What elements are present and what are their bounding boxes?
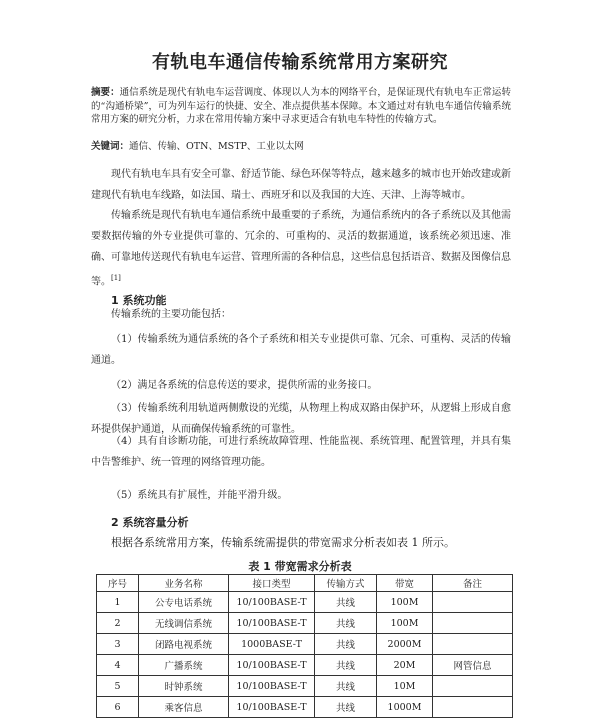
- table-row: [97, 613, 513, 634]
- table-cell: 时钟系统: [139, 676, 229, 697]
- keywords-text: 通信、传输、OTN、MSTP、工业以太网: [129, 141, 304, 152]
- table-header: 业务名称: [139, 575, 229, 592]
- table-cell: 5: [97, 676, 139, 697]
- table-row: [97, 592, 513, 613]
- table-cell: 闭路电视系统: [139, 634, 229, 655]
- table-cell: 网管信息: [433, 655, 513, 676]
- table-cell: 公专电话系统: [139, 592, 229, 613]
- function-item-3: （3）传输系统利用轨道两侧敷设的光缆，从物理上构成双路由保护环，从逻辑上形成自愈环提供保护通道，从而确保传输系统的可靠性。: [91, 403, 511, 435]
- table-cell: 10/100BASE-T: [229, 613, 315, 634]
- keywords: [91, 140, 511, 153]
- table-row: [97, 634, 513, 655]
- table-cell: 共线: [315, 676, 377, 697]
- table-cell: 100M: [377, 613, 433, 634]
- table-cell: 100M: [377, 592, 433, 613]
- table-cell: 2: [97, 613, 139, 634]
- function-item-2: （2）满足各系统的信息传送的要求，提供所需的业务接口。: [111, 380, 378, 391]
- table-cell: 3: [97, 634, 139, 655]
- table-cell: 1000M: [377, 697, 433, 718]
- table-cell: 无线调信系统: [139, 613, 229, 634]
- table-cell: 乘客信息: [139, 697, 229, 718]
- table-cell: [433, 676, 513, 697]
- table-row: [97, 697, 513, 718]
- function-item-5: （5）系统具有扩展性，并能平滑升级。: [111, 490, 288, 501]
- table-cell: [433, 634, 513, 655]
- table-row: [97, 655, 513, 676]
- keywords-label: 关键词：: [91, 141, 130, 152]
- abstract: [91, 86, 511, 127]
- intro-paragraph-2: [91, 205, 511, 292]
- table-cell: 共线: [315, 697, 377, 718]
- table-cell: 20M: [377, 655, 433, 676]
- table-cell: 10/100BASE-T: [229, 697, 315, 718]
- table-cell: 10/100BASE-T: [229, 676, 315, 697]
- table-header: 传输方式: [315, 575, 377, 592]
- table-cell: 共线: [315, 613, 377, 634]
- section-1-heading: 1 系统功能: [111, 294, 167, 307]
- table-row: [97, 676, 513, 697]
- table-header: 备注: [433, 575, 513, 592]
- table-cell: 6: [97, 697, 139, 718]
- table-cell: 10/100BASE-T: [229, 655, 315, 676]
- function-item-1: （1）传输系统为通信系统的各个子系统和相关专业提供可靠、冗余、可重构、灵活的传输通道。: [91, 334, 511, 366]
- function-item-4: （4）具有自诊断功能，可进行系统故障管理、性能监视、系统管理、配置管理，并具有集中告警维护、统一管理的网络管理功能。: [91, 436, 511, 468]
- bandwidth-table: [96, 574, 513, 718]
- table-cell: [433, 592, 513, 613]
- table-cell: 4: [97, 655, 139, 676]
- intro-paragraph-1: 现代有轨电车具有安全可靠、舒适节能、绿色环保等特点，越来越多的城市也开始改建或新建现代有轨电车线路，如法国、瑞士、西班牙和以及我国的大连、天津、上海等城市。: [91, 169, 511, 201]
- table-cell: [433, 697, 513, 718]
- table-cell: 2000M: [377, 634, 433, 655]
- table-header: 序号: [97, 575, 139, 592]
- intro-paragraph-2-text: 传输系统是现代有轨电车通信系统中最重要的子系统，为通信系统内的各子系统以及其他需要数据传输的外专业提供可靠的、冗余的、可重构的、灵活的数据通道，该系统必须迅速、准确、可靠地传送现代有轨电车运营、管理所需的各种信息，这些信息包括语音、数据及图像信息等。: [91, 210, 511, 288]
- table-cell: 1: [97, 592, 139, 613]
- abstract-text: 通信系统是现代有轨电车运营调度、体现以人为本的网络平台，是保证现代有轨电车正常运转的“沟通桥梁”，可为列车运行的快捷、安全、准点提供基本保障。本文通过对有轨电车通信传输系统常用方案的研究分析，力求在常用传输方案中寻求更适合有轨电车特性的传输方式。: [91, 87, 511, 125]
- table-cell: 10M: [377, 676, 433, 697]
- table-caption: 表 1 带宽需求分析表: [248, 560, 352, 573]
- table-cell: 广播系统: [139, 655, 229, 676]
- table-cell: 共线: [315, 592, 377, 613]
- table-cell: 共线: [315, 634, 377, 655]
- table-cell: 共线: [315, 655, 377, 676]
- table-header: 带宽: [377, 575, 433, 592]
- table-cell: 10/100BASE-T: [229, 592, 315, 613]
- paper-title: 有轨电车通信传输系统常用方案研究: [152, 52, 448, 73]
- table-cell: 1000BASE-T: [229, 634, 315, 655]
- table-header: 接口类型: [229, 575, 315, 592]
- table-header-row: [97, 575, 513, 592]
- citation-ref: [1]: [111, 274, 121, 282]
- abstract-label: 摘要：: [91, 87, 120, 98]
- section-1-intro: 传输系统的主要功能包括：: [111, 309, 231, 320]
- table-cell: [433, 613, 513, 634]
- section-2-intro: 根据各系统常用方案，传输系统需提供的带宽需求分析表如表 1 所示。: [111, 536, 455, 549]
- section-2-heading: 2 系统容量分析: [111, 516, 189, 529]
